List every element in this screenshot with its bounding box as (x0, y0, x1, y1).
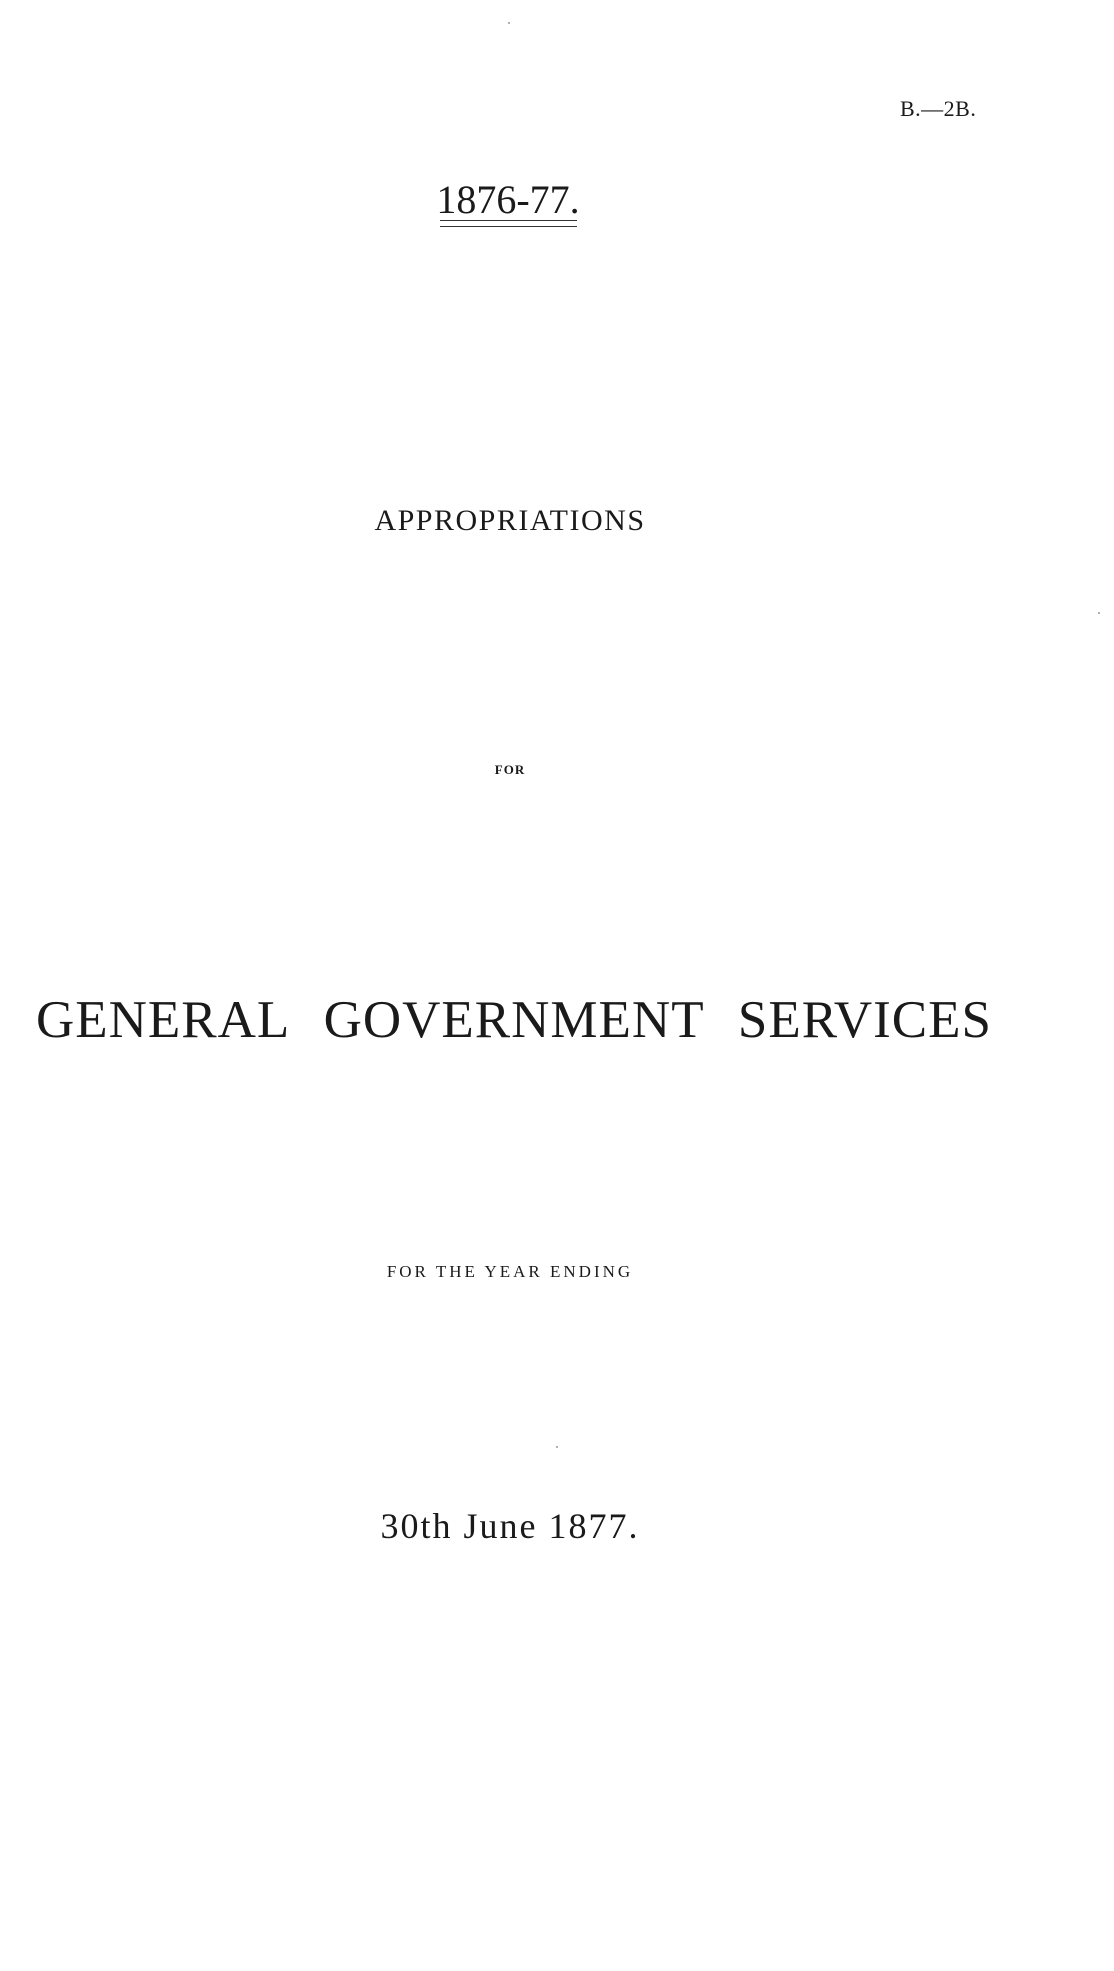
title-word-services: SERVICES (737, 991, 992, 1049)
title-word-general: GENERAL (36, 991, 291, 1049)
year-heading: 1876-77. (436, 177, 580, 222)
title-for: FOR (494, 762, 526, 777)
title-appropriations: APPROPRIATIONS (374, 504, 646, 537)
year-double-rule (440, 220, 577, 227)
title-for-the-year-ending: FOR THE YEAR ENDING (386, 1262, 634, 1281)
title-general-government-services (36, 990, 992, 1050)
paper-reference: B.—2B. (900, 96, 977, 121)
paper-speck (556, 1446, 558, 1448)
paper-speck (508, 22, 510, 24)
title-word-government: GOVERNMENT (323, 991, 705, 1049)
paper-speck (1098, 612, 1100, 614)
date-line: 30th June 1877. (380, 1506, 640, 1546)
